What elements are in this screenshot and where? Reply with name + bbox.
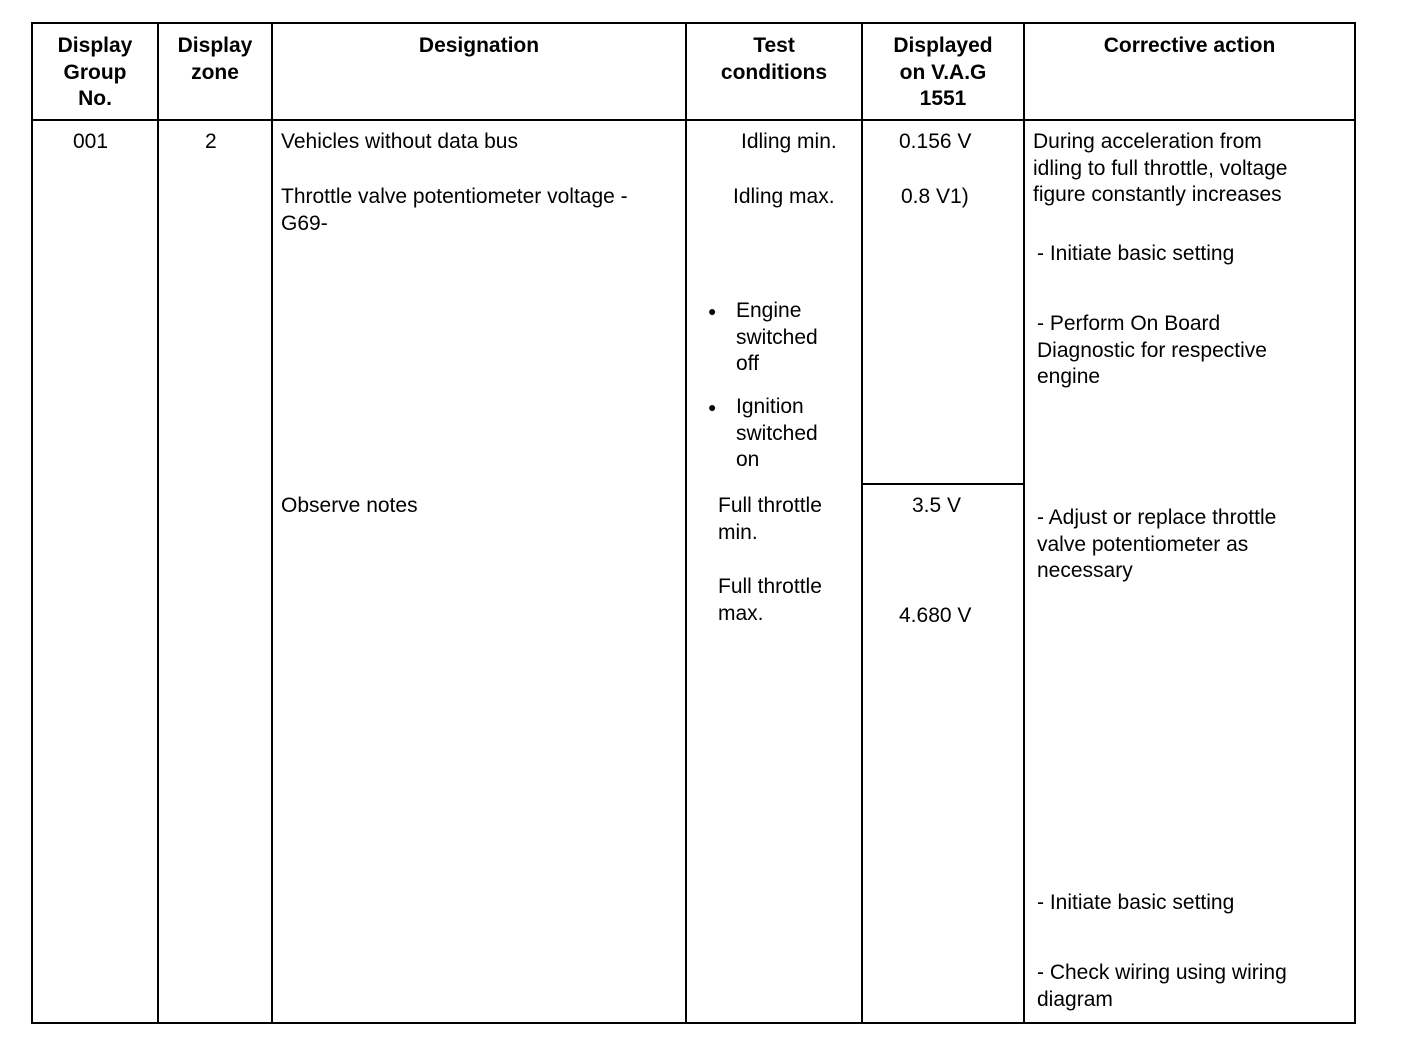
action-initiate-basic-setting: - Initiate basic setting bbox=[1037, 242, 1235, 265]
column-divider bbox=[271, 24, 273, 1022]
header-corrective-action: Corrective action bbox=[1103, 34, 1276, 57]
header-designation: Designation bbox=[418, 34, 540, 57]
display-zone: 2 bbox=[205, 130, 217, 153]
action-acceleration-note: During acceleration from idling to full throttle, voltage figure constantly increases bbox=[1033, 130, 1288, 206]
designation-observe-notes: Observe notes bbox=[281, 494, 418, 517]
action-perform-obd: - Perform On Board Diagnostic for respective engine bbox=[1037, 312, 1267, 388]
action-check-wiring: - Check wiring using wiring diagram bbox=[1037, 961, 1287, 1011]
header-displayed: Displayed on V.A.G 1551 bbox=[893, 34, 993, 110]
condition-full-throttle-min: Full throttle min. bbox=[718, 494, 822, 544]
header-test-conditions: Test conditions bbox=[720, 34, 828, 84]
condition-full-throttle-max: Full throttle max. bbox=[718, 575, 822, 625]
condition-engine-off: Engine switched off bbox=[736, 299, 818, 375]
value-full-throttle-max: 4.680 V bbox=[899, 604, 972, 627]
value-idling-max: 0.8 V1) bbox=[901, 185, 969, 208]
row-divider-displayed bbox=[861, 483, 1025, 485]
group-number: 001 bbox=[73, 130, 109, 153]
header-display-group: Display Group No. bbox=[57, 34, 133, 110]
column-divider bbox=[685, 24, 687, 1022]
header-display-zone: Display zone bbox=[177, 34, 253, 84]
value-full-throttle-min: 3.5 V bbox=[912, 494, 962, 517]
condition-idling-min: Idling min. bbox=[741, 130, 837, 153]
diagnostic-table bbox=[31, 22, 1356, 1024]
column-divider bbox=[157, 24, 159, 1022]
condition-ignition-on: Ignition switched on bbox=[736, 395, 818, 471]
column-divider bbox=[1023, 24, 1025, 1022]
header-divider bbox=[33, 119, 1354, 121]
column-divider bbox=[861, 24, 863, 1022]
bullet-icon: ● bbox=[708, 303, 717, 319]
designation-throttle-voltage: Throttle valve potentiometer voltage - G69- bbox=[281, 185, 628, 235]
action-initiate-basic-setting-2: - Initiate basic setting bbox=[1037, 891, 1235, 914]
bullet-icon: ● bbox=[708, 399, 717, 415]
condition-idling-max: Idling max. bbox=[733, 185, 835, 208]
designation-vehicles: Vehicles without data bus bbox=[281, 130, 518, 153]
value-idling-min: 0.156 V bbox=[899, 130, 972, 153]
action-adjust-replace: - Adjust or replace throttle valve potentiometer as necessary bbox=[1037, 506, 1277, 582]
